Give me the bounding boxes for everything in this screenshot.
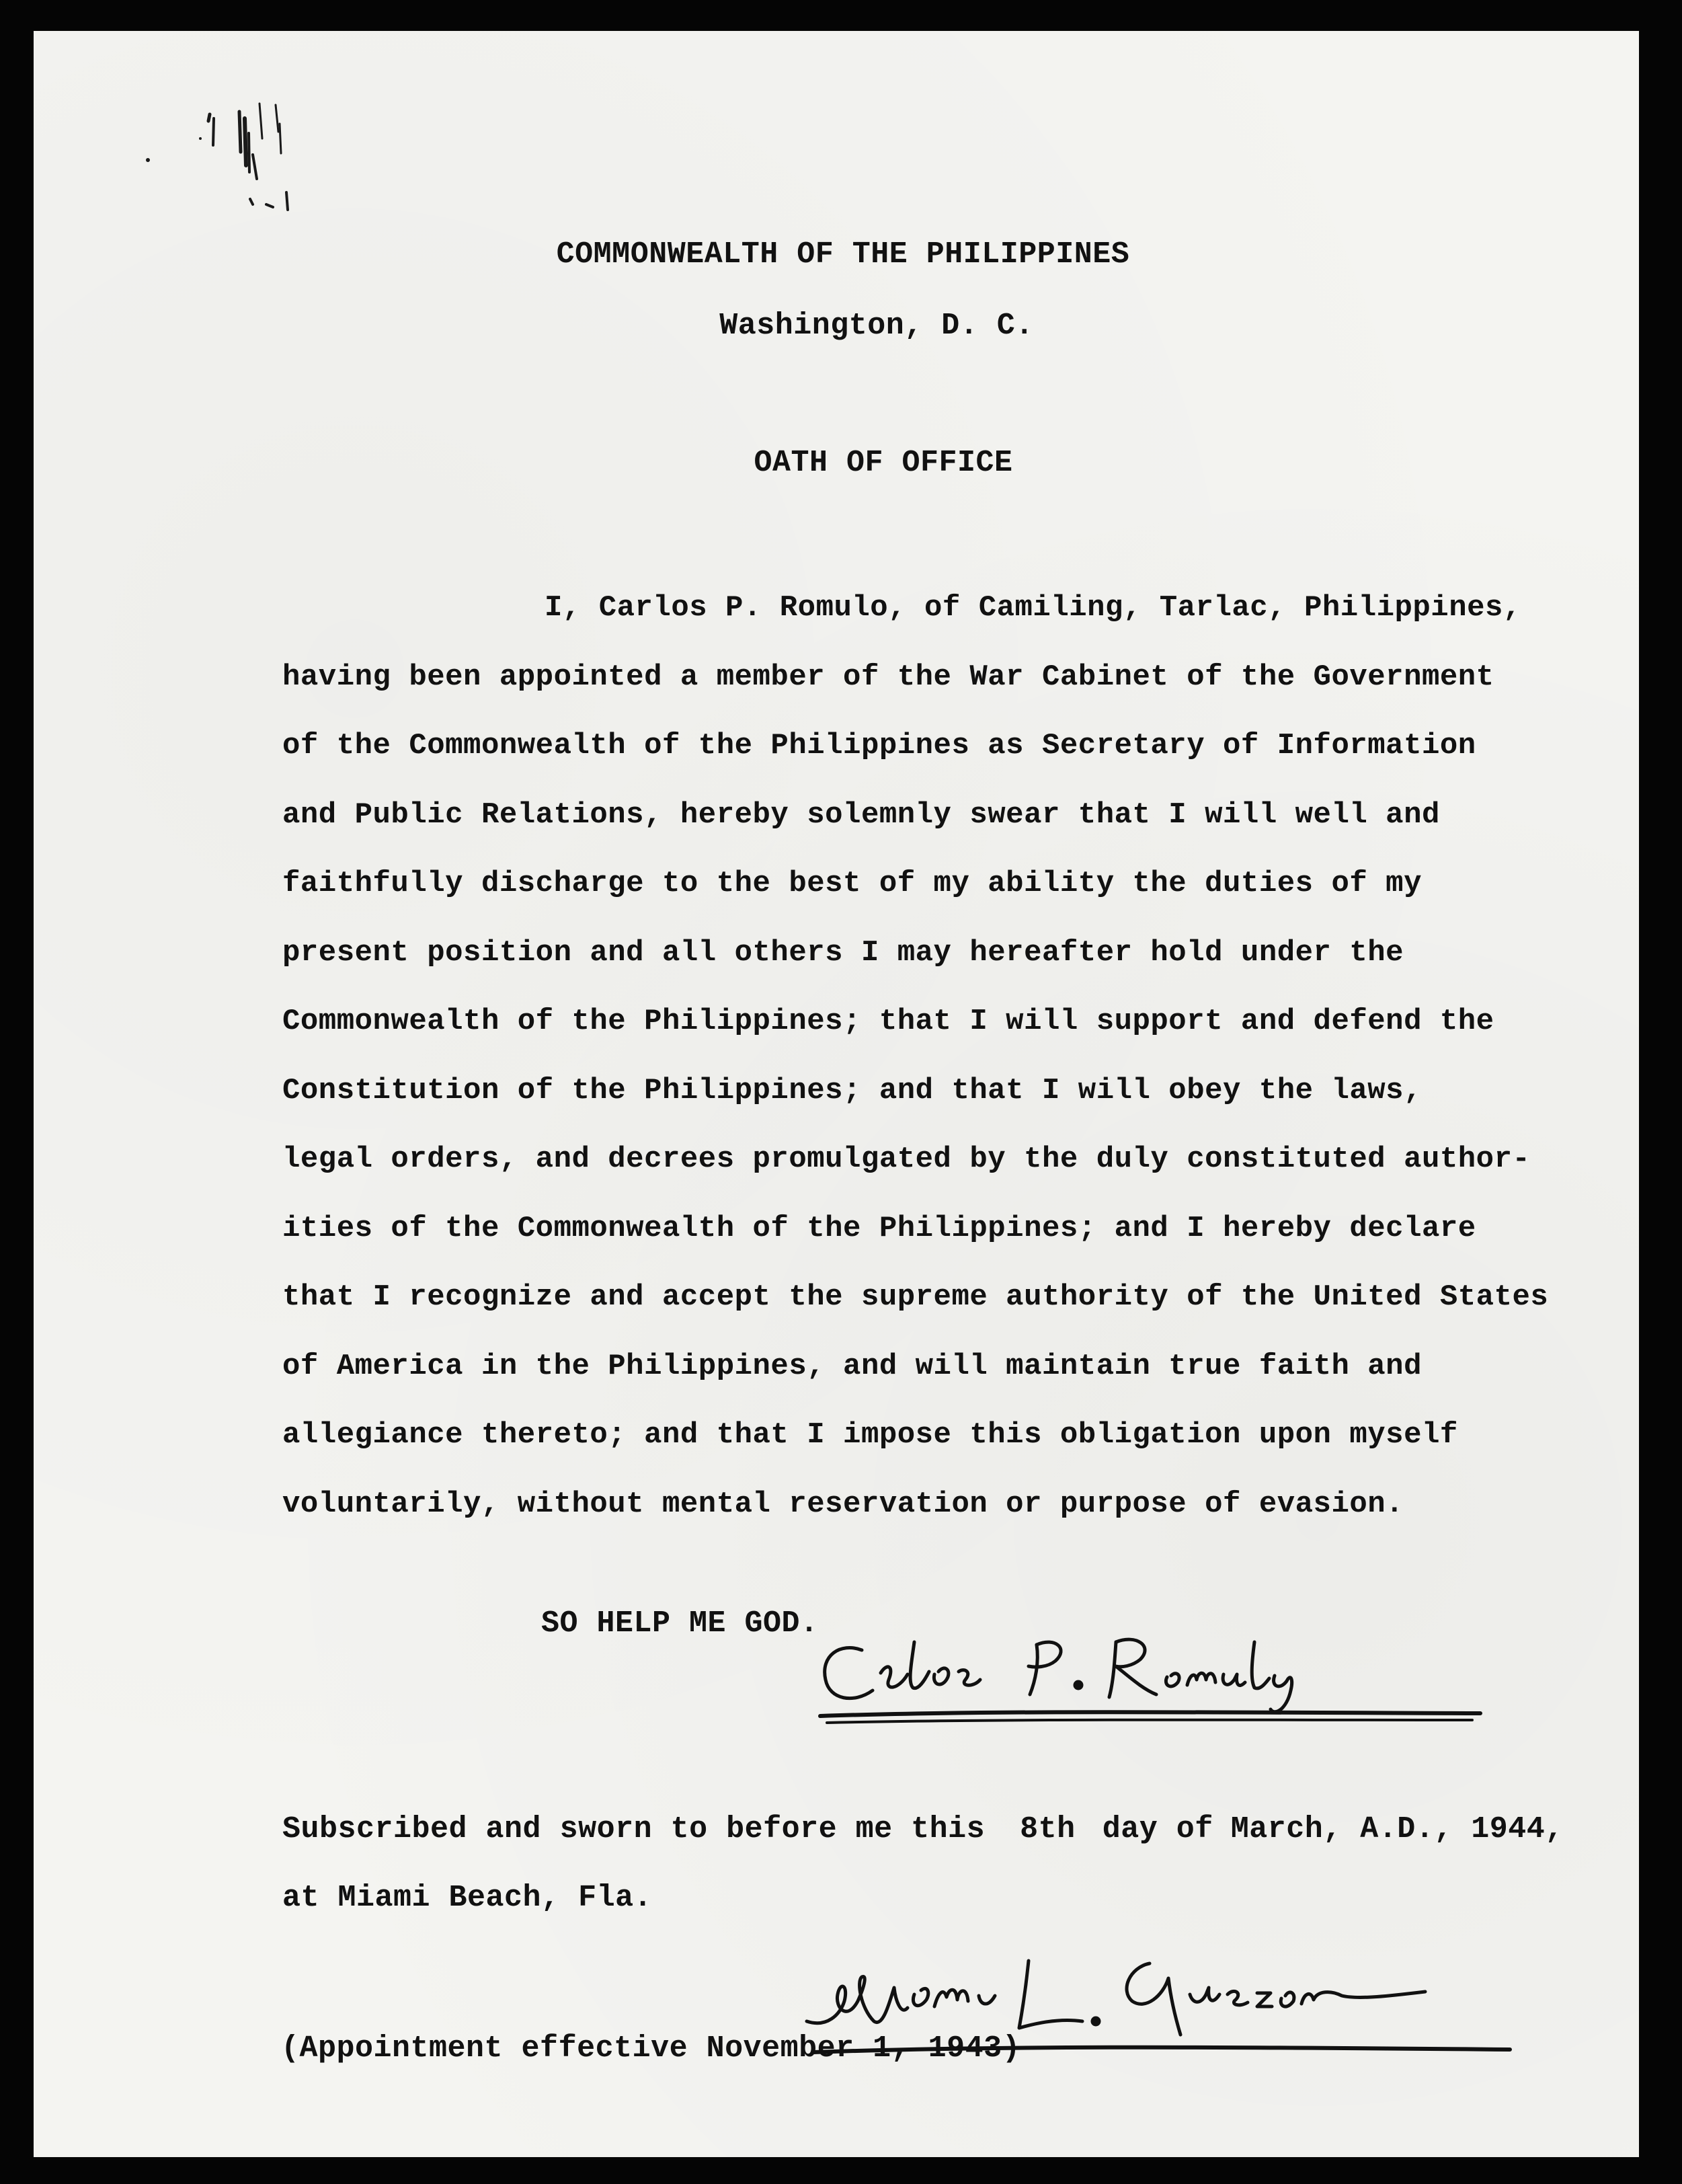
document-title: OATH OF OFFICE [754, 446, 1013, 480]
subscription-line [282, 1814, 1564, 1844]
oath-line: of the Commonwealth of the Philippines as Secretary of Information [282, 729, 1476, 763]
location-heading: Washington, D. C. [719, 309, 1034, 343]
subscription-middle: day of [1102, 1812, 1213, 1846]
government-heading: COMMONWEALTH OF THE PHILIPPINES [556, 237, 1130, 272]
subscription-location: at Miami Beach, Fla. [282, 1881, 653, 1915]
subscription-month: March [1230, 1812, 1324, 1846]
oath-line: Commonwealth of the Philippines; that I will support and defend the [282, 1005, 1494, 1038]
oath-line: ities of the Commonwealth of the Philippines; and I hereby declare [282, 1211, 1476, 1245]
oath-line: having been appointed a member of the War Cabinet of the Government [282, 660, 1494, 694]
oath-body [282, 593, 1560, 1558]
subscription-prefix: Subscribed and sworn to before me this [282, 1812, 986, 1846]
oath-line: faithfully discharge to the best of my ability the duties of my [282, 867, 1422, 900]
affiant-signature [800, 1615, 1486, 1750]
oath-line: I, Carlos P. Romulo, of Camiling, Tarlac, Philippines, [545, 591, 1521, 625]
subscription-day: 8th [1020, 1812, 1076, 1846]
oath-line: allegiance thereto; and that I impose this obligation upon myself [282, 1418, 1458, 1452]
document-page [34, 31, 1639, 2157]
oath-line: Constitution of the Philippines; and that I will obey the laws, [282, 1073, 1422, 1107]
subscription-suffix: , A.D., 1944, [1323, 1812, 1564, 1846]
oath-line: voluntarily, without mental reservation or purpose of evasion. [282, 1487, 1404, 1521]
oath-line: and Public Relations, hereby solemnly swear that I will well and [282, 797, 1440, 832]
oath-line: of America in the Philippines, and will maintain true faith and [282, 1349, 1422, 1383]
oath-line: that I recognize and accept the supreme authority of the United States [282, 1280, 1549, 1314]
oath-line: present position and all others I may hereafter hold under the [282, 935, 1404, 970]
closing-invocation: SO HELP ME GOD. [541, 1606, 819, 1641]
appointment-footnote: (Appointment effective November 1, 1943) [281, 2031, 1021, 2066]
oath-line: legal orders, and decrees promulgated by the duly constituted author- [282, 1142, 1531, 1176]
